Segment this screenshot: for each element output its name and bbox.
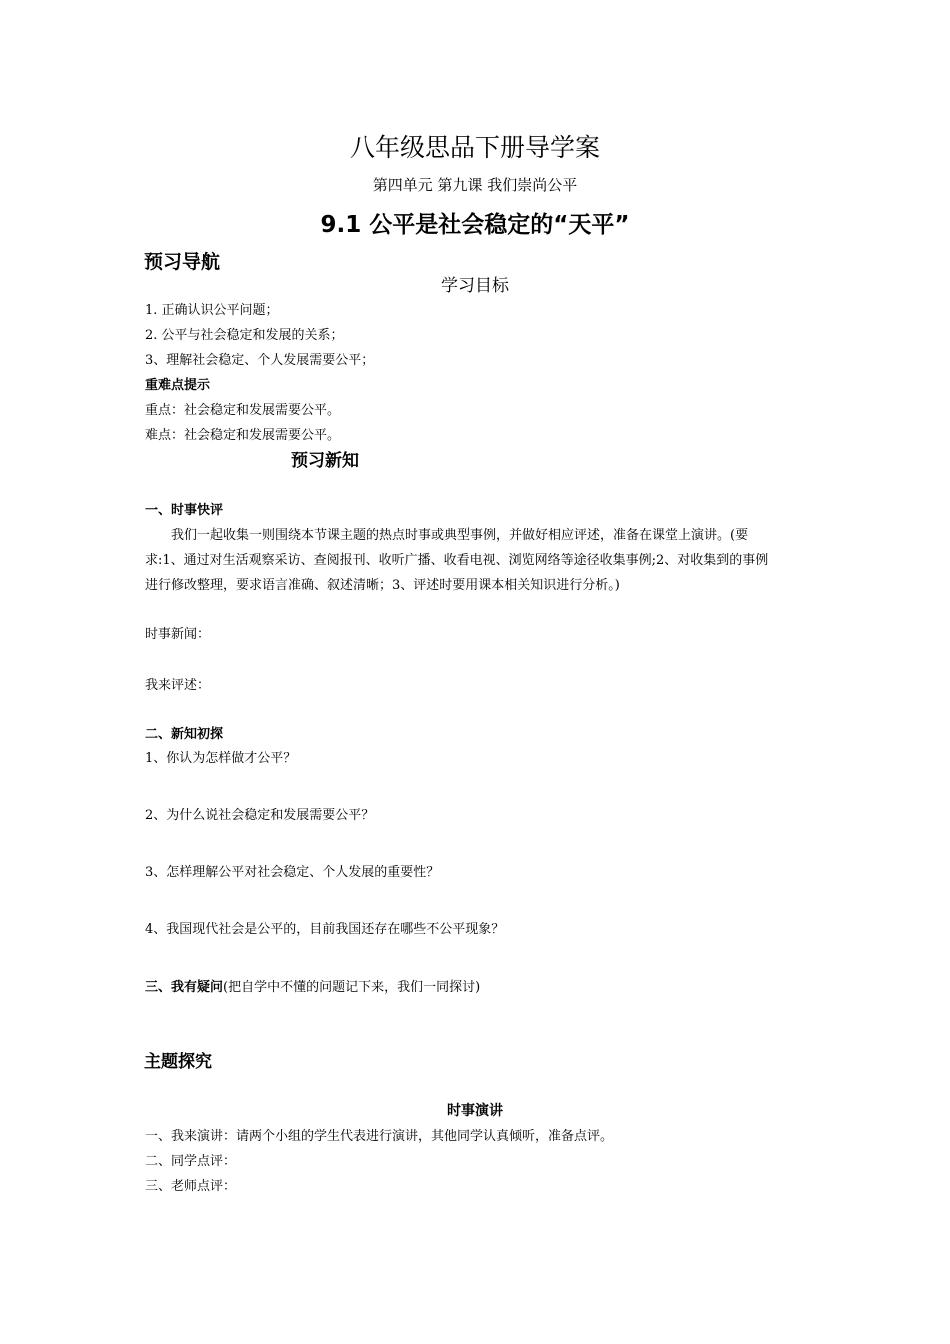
explore-item-2: 二、同学点评： bbox=[145, 1154, 237, 1169]
preview-heading: 预习导航 bbox=[144, 251, 221, 273]
questions-section bbox=[145, 975, 480, 1000]
section-heading-questions: 三、我有疑问 bbox=[145, 980, 224, 995]
question-4: 4、我国现代社会是公平的，目前我国还存在哪些不公平现象？ bbox=[145, 922, 505, 937]
unit-line: 第四单元 第九课 我们崇尚公平 bbox=[372, 176, 578, 194]
questions-note: (把自学中不懂的问题记下来，我们一同探讨) bbox=[223, 980, 481, 995]
document-title: 八年级思品下册导学案 bbox=[349, 133, 600, 162]
key-point: 重点：社会稳定和发展需要公平。 bbox=[145, 403, 341, 418]
instructions-line-1: 我们一起收集一则围绕本节课主题的热点时事或典型事例，并做好相应评述，准备在课堂上演讲。(要 bbox=[171, 528, 749, 543]
question-2: 2、为什么说社会稳定和发展需要公平？ bbox=[145, 808, 375, 823]
explore-heading: 主题探究 bbox=[144, 1052, 212, 1072]
comment-label: 我来评述： bbox=[145, 678, 211, 693]
news-label: 时事新闻： bbox=[145, 627, 211, 642]
new-knowledge-heading: 预习新知 bbox=[291, 451, 359, 471]
question-1: 1、你认为怎样做才公平？ bbox=[145, 751, 297, 766]
instructions-line-2: 求:1、通过对生活观察采访、查阅报刊、收听广播、收看电视、浏览网络等途径收集事例;2、对收集到的事例 bbox=[145, 553, 769, 568]
goals-heading: 学习目标 bbox=[441, 276, 509, 296]
goal-item-3: 3、理解社会稳定、个人发展需要公平； bbox=[145, 353, 375, 368]
difficult-point: 难点：社会稳定和发展需要公平。 bbox=[145, 428, 341, 443]
question-3: 3、怎样理解公平对社会稳定、个人发展的重要性？ bbox=[145, 865, 440, 880]
lesson-title: 9.1 公平是社会稳定的“天平” bbox=[320, 212, 630, 238]
speech-heading: 时事演讲 bbox=[447, 1103, 503, 1119]
explore-item-1: 一、我来演讲：请两个小组的学生代表进行演讲，其他同学认真倾听，准备点评。 bbox=[145, 1129, 614, 1144]
instructions-line-3: 进行修改整理，要求语言准确、叙述清晰；3、评述时要用课本相关知识进行分析。) bbox=[145, 578, 620, 593]
section-heading-current-affairs: 一、时事快评 bbox=[145, 503, 224, 518]
explore-item-3: 三、老师点评： bbox=[145, 1179, 237, 1194]
key-points-heading: 重难点提示 bbox=[145, 378, 211, 393]
section-heading-new-knowledge: 二、新知初探 bbox=[145, 727, 224, 742]
goal-item-1: 1. 正确认识公平问题； bbox=[145, 303, 279, 318]
goal-item-2: 2. 公平与社会稳定和发展的关系； bbox=[145, 328, 344, 343]
